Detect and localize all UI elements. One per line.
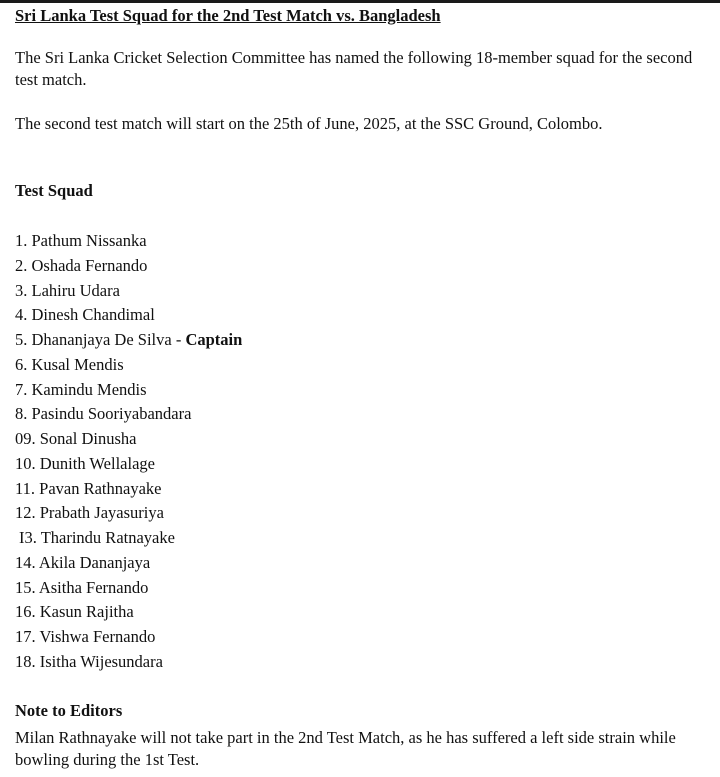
squad-player-name: Akila Dananjaya [38,552,151,572]
squad-list-item [15,578,242,603]
squad-number: 4. [15,305,28,325]
squad-list-item [15,256,242,281]
squad-number: 10. [15,453,36,473]
squad-player-name: Kasun Rajitha [39,602,134,622]
squad-list [15,231,242,677]
squad-number: 18. [15,651,36,671]
squad-player-name: Oshada Fernando [31,255,148,275]
squad-player-name: Pavan Rathnayake [39,478,162,498]
squad-number: I3. [19,528,37,547]
intro-paragraph: The Sri Lanka Cricket Selection Committee has named the following 18-member squad for the second test match. [15,48,693,89]
note-heading: Note to Editors [15,701,123,720]
squad-list-item [15,330,242,355]
squad-list-item [15,281,242,306]
squad-list-item [15,627,242,652]
squad-list-item [15,305,242,330]
squad-number: 1. [15,231,28,250]
squad-number: 6. [15,354,28,374]
squad-number: 3. [15,280,28,300]
squad-list-item [15,553,242,578]
squad-number: 14. [15,552,36,572]
squad-heading: Test Squad [15,181,93,200]
squad-player-name: Prabath Jayasuriya [39,503,164,523]
squad-list-item [15,479,242,504]
squad-player-name: Tharindu Ratnayake [40,528,175,547]
schedule-paragraph: The second test match will start on the 25th of June, 2025, at the SSC Ground, Colombo. [15,114,603,133]
squad-player-name: Kamindu Mendis [31,379,147,399]
squad-list-item [15,454,242,479]
squad-number: 11. [15,478,36,498]
squad-number: 5. [15,330,28,349]
squad-list-item [15,528,242,553]
squad-list-item [15,602,242,627]
squad-number: 12. [15,503,36,523]
squad-player-name: Dhananjaya De Silva - [31,330,182,349]
squad-player-name: Vishwa Fernando [39,627,156,646]
squad-list-item [15,380,242,405]
squad-list-item [15,404,242,429]
squad-list-item [15,503,242,528]
squad-list-item [15,429,242,454]
squad-number: 17. [15,627,36,646]
squad-player-name: Dunith Wellalage [39,453,155,473]
squad-number: 2. [15,255,28,275]
squad-player-name: Sonal Dinusha [39,429,137,448]
squad-list-item [15,652,242,677]
squad-player-name: Lahiru Udara [31,280,120,300]
note-paragraph: Milan Rathnayake will not take part in the 2nd Test Match, as he has suffered a left side strain while bowling during the 1st Test. [15,728,676,769]
squad-player-name: Isitha Wijesundara [39,651,163,671]
squad-player-name: Kusal Mendis [31,354,124,374]
squad-player-name: Pasindu Sooriyabandara [31,404,192,424]
squad-number: 16. [15,602,36,622]
squad-player-name: Pathum Nissanka [31,231,147,250]
top-border [0,0,720,3]
squad-number: 15. [15,577,36,597]
squad-number: 7. [15,379,28,399]
document-title: Sri Lanka Test Squad for the 2nd Test Match vs. Bangladesh [15,6,441,25]
squad-list-item [15,355,242,380]
squad-player-name: Dinesh Chandimal [31,305,155,325]
captain-label: Captain [185,330,243,349]
squad-number: 8. [15,404,28,424]
squad-player-name: Asitha Fernando [38,577,149,597]
squad-list-item [15,231,242,256]
squad-number: 09. [15,429,36,448]
